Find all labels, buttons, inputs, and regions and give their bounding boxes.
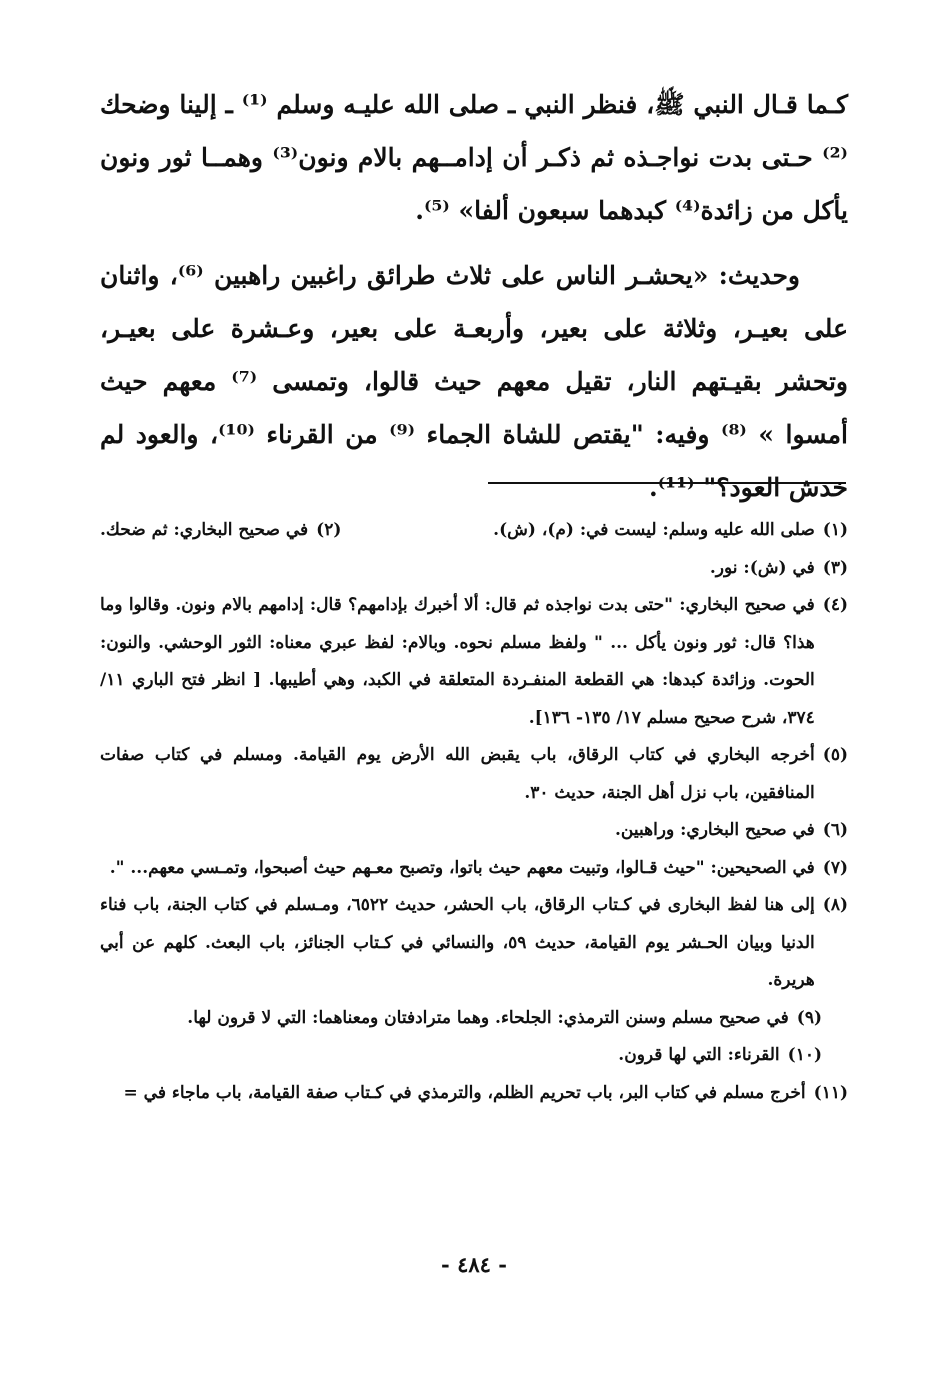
main-text [100,78,848,514]
footnote [100,587,848,737]
footnote-row [100,512,848,550]
footnote-text: أخرج مسلم في كتاب البر، باب تحريم الظلم، والترمذي في كـتاب صفة القيامة، باب ماجاء في = [123,1082,806,1103]
footnote [100,1000,848,1038]
footnote-text: صلى الله عليه وسلم: ليست في: (م)، (ش). [493,520,815,540]
footnote-number: (١١) [813,1082,848,1103]
footnote-number: (٤) [822,595,848,615]
footnotes [100,512,848,1112]
footnote-text: في صحيح البخاري: ثم ضحك. [100,520,309,540]
footnote-separator [488,482,846,484]
page-number: - ٤٨٤ - [441,1252,507,1277]
main-paragraph: كـما قـال النبي ﷺ، فنظر النبي ـ صلى الله عليـه وسلم ⁽¹⁾ ـ إلينا وضحك ⁽²⁾ حـتى بدت نواجـذه ثم ذكـر أن إدامــهم بالام ونون⁽³⁾ وهمــا ثور ونون يأكل من زائدة⁽⁴⁾ كبدهما سبعون ألفا» ⁽⁵⁾. [100,90,848,225]
footnote-number: (٢) [316,520,342,540]
footnote-number: (٥) [822,745,848,765]
footnote-text: في صحيح البخاري: "حتى بدت نواجذه ثم قال: ألا أخبرك بإدامهم؟ قال: إدامهم بالام ونون. وقالوا وما هذا؟ قال: ثور ونون يأكل ... " ولفظ مسلم نحوه. وبالام: لفظ عبري معناه: الثور الوحشي. والنون: الحوت. وزائدة كبدها: هي القطعة المنفـردة المتعلقة في الكبد، وهي أطيبها. [ انظر فتح الباري ١١/ ٣٧٤، شرح صحيح مسلم ١٧/ ١٣٥- ١٣٦]. [100,595,815,728]
footnote [100,1037,848,1075]
footnote [100,1075,848,1113]
footnote-text: أخرجه البخاري في كتاب الرقاق، باب يقبض الله الأرض يوم القيامة. ومسلم في كتاب صفات المنافقين، باب نزل أهل الجنة، حديث ٣٠. [100,745,815,803]
footnote [100,737,848,812]
footnote-number: (٩) [796,1007,822,1028]
footnote [493,512,848,550]
main-paragraph: وحديث: «يحشـر الناس على ثلاث طرائق راغبين راهبين ⁽⁶⁾، واثنان على بعيـر، وثلاثة على بعير، وأربعـة على بعير، وعـشرة على بعيـر، وتحشر بقيـتهم النار، تقيل معهم حيث قالوا، وتمسى ⁽⁷⁾ معهم حيث أمسوا » ⁽⁸⁾ وفيه: "يقتص للشاة الجماء ⁽⁹⁾ من القرناء ⁽¹⁰⁾، والعود لم خدش العود؟" ⁽¹¹⁾. [100,261,848,502]
footnote-number: (٨) [822,895,848,915]
footnote [100,850,848,888]
footnote [100,887,848,1000]
footnote-number: (٦) [822,820,848,840]
footnote-text: في (ش): نور. [709,557,815,578]
footnote-text: في الصحيحين: "حيث قـالوا، وتبيت معهم حيث باتوا، وتصبح معـهم حيث أصبحوا، وتمـسي معهم... ". [109,857,815,878]
footnote-number: (١) [822,520,848,540]
footnote-text: إلى هنا لفظ البخارى في كـتاب الرقاق، باب الحشر، حديث ٦٥٢٢، ومـسلم في كتاب الجنة، باب فناء الدنيا وبيان الحـشر يوم القيامة، حديث ٥٩، والنسائي في كـتاب الجنائز، باب البعث. كلهم عن أبي هريرة. [100,895,815,990]
footnote-number: (١٠) [787,1045,822,1065]
footnote [100,812,848,850]
footnote-number: (٧) [822,857,848,878]
footnote [100,550,848,588]
footnote-text: في صحيح مسلم وسنن الترمذي: الجلحاء. وهما مترادفتان ومعناهما: التي لا قرون لها. [187,1007,789,1028]
footnote-number: (٣) [822,557,848,578]
footnote [100,512,341,550]
footnote-text: في صحيح البخاري: وراهبين. [614,820,815,840]
footnote-text: القرناء: التي لها قرون. [618,1045,780,1065]
